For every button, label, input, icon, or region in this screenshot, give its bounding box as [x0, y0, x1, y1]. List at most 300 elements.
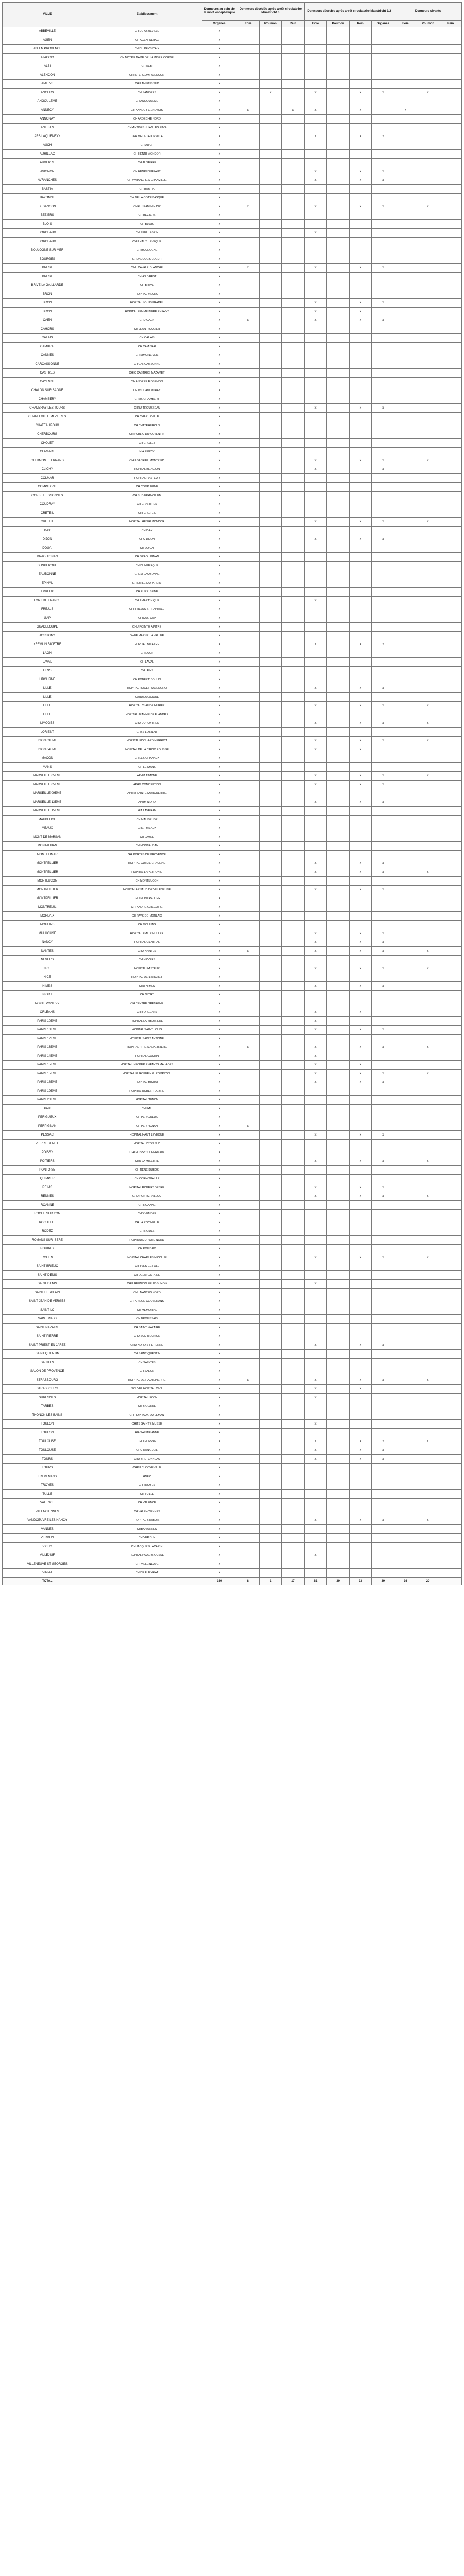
cell-mark	[439, 789, 462, 798]
cell-mark	[417, 238, 439, 246]
cell-mark	[372, 807, 394, 816]
cell-mark	[327, 763, 350, 772]
cell-mark: x	[202, 886, 237, 894]
cell-mark	[327, 544, 350, 553]
cell-mark: x	[417, 868, 439, 877]
cell-mark	[372, 1499, 394, 1507]
table-row	[3, 1350, 462, 1359]
table-row	[3, 80, 462, 89]
cell-mark	[349, 667, 372, 675]
cell-mark	[372, 1227, 394, 1236]
cell-mark	[282, 1429, 305, 1437]
cell-mark	[417, 886, 439, 894]
table-row	[3, 1569, 462, 1578]
cell-mark	[282, 1569, 305, 1578]
cell-ville: CHAMBRAY LES TOURS	[3, 404, 92, 413]
cell-mark	[417, 509, 439, 518]
table-row	[3, 325, 462, 334]
table-row	[3, 273, 462, 281]
cell-mark	[417, 299, 439, 308]
cell-mark	[372, 421, 394, 430]
cell-mark	[327, 658, 350, 667]
cell-mark: x	[304, 1008, 327, 1017]
cell-mark	[282, 842, 305, 851]
cell-etablissement: HOPITAL CHARLES NICOLLE	[92, 1253, 202, 1262]
cell-ville: LIMOGES	[3, 719, 92, 728]
cell-mark	[372, 824, 394, 833]
table-row	[3, 1218, 462, 1227]
cell-mark	[259, 1043, 282, 1052]
cell-ville: LILLE	[3, 702, 92, 710]
table-row	[3, 1525, 462, 1534]
cell-ville: AVRANCHES	[3, 176, 92, 185]
cell-mark	[439, 378, 462, 386]
cell-mark	[439, 982, 462, 991]
cell-mark	[394, 789, 417, 798]
cell-mark	[237, 1166, 259, 1175]
cell-mark	[394, 886, 417, 894]
cell-mark	[439, 1078, 462, 1087]
cell-mark	[394, 325, 417, 334]
cell-mark	[327, 273, 350, 281]
cell-etablissement: HOPITAL ROBERT DEBRE	[92, 1183, 202, 1192]
cell-mark: x	[417, 1192, 439, 1201]
cell-mark: x	[304, 89, 327, 97]
cell-mark	[394, 1087, 417, 1096]
cell-mark: x	[417, 456, 439, 465]
cell-mark	[282, 483, 305, 492]
cell-mark	[259, 334, 282, 343]
cell-mark	[394, 1052, 417, 1061]
cell-mark	[417, 1078, 439, 1087]
cell-mark	[372, 1332, 394, 1341]
cell-mark	[372, 1297, 394, 1306]
table-row	[3, 1376, 462, 1385]
cell-mark	[439, 605, 462, 614]
cell-mark	[439, 719, 462, 728]
cell-mark	[259, 185, 282, 194]
cell-mark	[394, 1253, 417, 1262]
cell-ville: ROUEN	[3, 1253, 92, 1262]
table-row	[3, 439, 462, 448]
cell-mark	[349, 1507, 372, 1516]
cell-mark	[304, 1096, 327, 1105]
cell-ville: MARSEILLE 05EME	[3, 781, 92, 789]
cell-mark	[327, 45, 350, 54]
cell-mark	[327, 89, 350, 97]
cell-ville: QUIMPER	[3, 1175, 92, 1183]
cell-mark	[282, 185, 305, 194]
cell-mark: x	[202, 159, 237, 167]
cell-mark	[394, 1183, 417, 1192]
cell-etablissement: CH TULLE	[92, 1490, 202, 1499]
table-row	[3, 649, 462, 658]
cell-mark	[394, 842, 417, 851]
cell-ville: MONTLUCON	[3, 877, 92, 886]
cell-mark	[372, 1280, 394, 1289]
cell-mark	[439, 1350, 462, 1359]
cell-mark	[259, 456, 282, 465]
cell-mark	[237, 176, 259, 185]
cell-etablissement: HOPITAL HENRI MONDOR	[92, 518, 202, 527]
cell-mark	[417, 1420, 439, 1429]
cell-mark	[304, 527, 327, 535]
cell-mark	[259, 518, 282, 527]
cell-mark	[237, 588, 259, 597]
cell-mark: x	[202, 842, 237, 851]
cell-mark	[327, 640, 350, 649]
cell-mark	[439, 1227, 462, 1236]
cell-mark	[259, 781, 282, 789]
cell-mark	[259, 1315, 282, 1324]
cell-mark	[372, 833, 394, 842]
cell-mark	[439, 938, 462, 947]
cell-mark	[282, 1017, 305, 1026]
cell-mark	[349, 378, 372, 386]
cell-mark: x	[349, 745, 372, 754]
table-row	[3, 264, 462, 273]
cell-ville: ANTIBES	[3, 124, 92, 132]
cell-mark: x	[349, 640, 372, 649]
cell-mark	[439, 325, 462, 334]
cell-mark	[282, 719, 305, 728]
cell-mark	[372, 430, 394, 439]
cell-mark	[417, 1026, 439, 1035]
cell-mark	[327, 80, 350, 89]
cell-mark	[237, 1008, 259, 1017]
cell-mark	[349, 369, 372, 378]
cell-mark	[394, 1148, 417, 1157]
cell-mark	[417, 973, 439, 982]
cell-mark	[327, 229, 350, 238]
cell-ville: ANNONAY	[3, 115, 92, 124]
cell-mark	[327, 386, 350, 395]
cell-mark: x	[237, 1122, 259, 1131]
cell-ville: ARS LAQUENEXY	[3, 132, 92, 141]
cell-mark	[327, 623, 350, 632]
cell-etablissement: CH ROUBAIX	[92, 1245, 202, 1253]
cell-mark: x	[349, 868, 372, 877]
cell-mark	[327, 1499, 350, 1507]
cell-mark	[259, 273, 282, 281]
cell-mark	[237, 1367, 259, 1376]
cell-ville: ROUBAIX	[3, 1245, 92, 1253]
cell-mark	[259, 150, 282, 159]
cell-mark	[439, 544, 462, 553]
cell-mark	[259, 894, 282, 903]
cell-mark	[439, 649, 462, 658]
cell-mark	[349, 1017, 372, 1026]
cell-mark: x	[304, 456, 327, 465]
cell-mark	[439, 255, 462, 264]
cell-etablissement: CH ARDECHE NORD	[92, 115, 202, 124]
table-row	[3, 719, 462, 728]
cell-mark	[394, 509, 417, 518]
cell-ville: NANTES	[3, 947, 92, 956]
subcol-rein: Rein	[349, 21, 372, 27]
cell-mark	[394, 1026, 417, 1035]
cell-ville: MONTPELLIER	[3, 886, 92, 894]
cell-mark: x	[202, 1411, 237, 1420]
cell-mark	[282, 1070, 305, 1078]
table-row	[3, 1507, 462, 1516]
cell-mark: x	[202, 728, 237, 737]
cell-mark: x	[259, 89, 282, 97]
table-row	[3, 1175, 462, 1183]
cell-mark	[327, 1210, 350, 1218]
cell-mark	[282, 947, 305, 956]
table-row	[3, 106, 462, 115]
table-row	[3, 176, 462, 185]
cell-mark	[394, 1551, 417, 1560]
cell-mark	[282, 693, 305, 702]
cell-mark	[327, 562, 350, 570]
cell-ville: ALBI	[3, 62, 92, 71]
table-row	[3, 1499, 462, 1507]
cell-mark: x	[237, 202, 259, 211]
cell-mark	[237, 737, 259, 745]
cell-mark: x	[202, 868, 237, 877]
cell-mark: x	[304, 1253, 327, 1262]
table-row	[3, 124, 462, 132]
cell-mark	[327, 1148, 350, 1157]
table-row	[3, 1131, 462, 1140]
cell-mark	[417, 535, 439, 544]
cell-mark: x	[202, 597, 237, 605]
cell-mark	[417, 413, 439, 421]
cell-mark	[439, 877, 462, 886]
cell-mark: x	[304, 1026, 327, 1035]
cell-mark	[259, 842, 282, 851]
cell-mark	[372, 246, 394, 255]
table-row	[3, 1105, 462, 1113]
total-value: 160	[202, 1578, 237, 1585]
cell-mark	[259, 1359, 282, 1367]
cell-mark	[327, 702, 350, 710]
cell-mark: x	[202, 62, 237, 71]
cell-mark	[349, 1481, 372, 1490]
cell-mark	[417, 167, 439, 176]
cell-mark	[304, 430, 327, 439]
cell-mark	[394, 246, 417, 255]
cell-mark	[282, 141, 305, 150]
cell-mark	[349, 527, 372, 535]
cell-mark	[372, 570, 394, 579]
cell-etablissement: CHR METZ-THIONVILLE	[92, 132, 202, 141]
cell-mark	[282, 1411, 305, 1420]
cell-mark	[349, 754, 372, 763]
cell-mark	[439, 185, 462, 194]
cell-mark	[394, 614, 417, 623]
cell-mark	[349, 273, 372, 281]
table-row	[3, 1227, 462, 1236]
cell-mark: x	[202, 562, 237, 570]
cell-mark	[439, 1148, 462, 1157]
table-row	[3, 281, 462, 290]
cell-mark	[259, 141, 282, 150]
cell-mark	[259, 246, 282, 255]
cell-mark	[304, 562, 327, 570]
cell-mark	[327, 597, 350, 605]
cell-mark: x	[202, 386, 237, 395]
cell-mark	[349, 605, 372, 614]
cell-mark	[282, 1253, 305, 1262]
table-row	[3, 54, 462, 62]
cell-mark	[349, 1490, 372, 1499]
cell-etablissement: CH DAX	[92, 527, 202, 535]
cell-mark	[304, 1148, 327, 1157]
cell-mark: x	[202, 1551, 237, 1560]
table-row	[3, 667, 462, 675]
cell-ville: BREST	[3, 273, 92, 281]
cell-mark	[304, 877, 327, 886]
cell-mark	[349, 360, 372, 369]
cell-mark	[394, 1411, 417, 1420]
cell-mark	[372, 614, 394, 623]
cell-mark: x	[202, 1289, 237, 1297]
cell-ville: BRIVE LA GAILLARDE	[3, 281, 92, 290]
cell-mark	[327, 649, 350, 658]
cell-mark	[349, 921, 372, 929]
cell-mark	[327, 964, 350, 973]
cell-mark	[372, 1113, 394, 1122]
cell-mark	[349, 763, 372, 772]
cell-mark	[349, 1551, 372, 1560]
cell-mark	[304, 1569, 327, 1578]
cell-ville: LILLE	[3, 710, 92, 719]
cell-mark	[327, 106, 350, 115]
cell-mark	[327, 807, 350, 816]
cell-mark	[259, 719, 282, 728]
cell-mark	[349, 824, 372, 833]
table-row	[3, 369, 462, 378]
cell-etablissement: HOPITAL FOCH	[92, 1394, 202, 1402]
cell-mark	[282, 877, 305, 886]
cell-mark	[237, 474, 259, 483]
cell-mark	[417, 1262, 439, 1271]
cell-mark	[417, 1175, 439, 1183]
cell-mark	[417, 693, 439, 702]
col-header-ville: VILLE	[3, 3, 92, 27]
cell-mark	[439, 1297, 462, 1306]
cell-mark: x	[304, 176, 327, 185]
cell-mark	[259, 877, 282, 886]
cell-mark	[304, 54, 327, 62]
cell-mark	[304, 492, 327, 500]
cell-mark	[417, 798, 439, 807]
cell-mark	[327, 947, 350, 956]
cell-mark	[304, 1297, 327, 1306]
cell-mark: x	[202, 1087, 237, 1096]
cell-mark	[327, 413, 350, 421]
cell-mark: x	[202, 833, 237, 842]
cell-mark	[304, 816, 327, 824]
cell-mark	[237, 710, 259, 719]
cell-mark: x	[417, 702, 439, 710]
cell-etablissement: CH WILLIAM MOREY	[92, 386, 202, 395]
cell-mark	[282, 833, 305, 842]
cell-mark: x	[349, 886, 372, 894]
cell-mark	[372, 369, 394, 378]
cell-mark	[237, 1096, 259, 1105]
cell-mark: x	[202, 579, 237, 588]
cell-mark	[417, 308, 439, 316]
cell-mark	[259, 509, 282, 518]
cell-mark	[282, 299, 305, 308]
table-row	[3, 816, 462, 824]
cell-mark	[237, 1306, 259, 1315]
cell-mark	[417, 544, 439, 553]
cell-mark	[439, 921, 462, 929]
cell-mark	[349, 1324, 372, 1332]
cell-mark	[259, 1113, 282, 1122]
cell-mark	[372, 588, 394, 597]
cell-mark	[327, 404, 350, 413]
cell-mark: x	[202, 439, 237, 448]
cell-mark	[327, 1385, 350, 1394]
cell-mark	[394, 36, 417, 45]
cell-mark	[349, 421, 372, 430]
cell-mark: x	[349, 772, 372, 781]
cell-mark	[372, 1061, 394, 1070]
cell-mark: x	[202, 1341, 237, 1350]
cell-mark	[372, 1534, 394, 1543]
cell-mark	[327, 264, 350, 273]
cell-mark	[304, 351, 327, 360]
table-row	[3, 999, 462, 1008]
cell-mark	[327, 570, 350, 579]
cell-mark	[417, 728, 439, 737]
cell-mark: x	[202, 1560, 237, 1569]
cell-mark: x	[349, 1043, 372, 1052]
cell-mark	[327, 684, 350, 693]
cell-ville: AMIENS	[3, 80, 92, 89]
cell-mark	[259, 316, 282, 325]
cell-mark	[439, 868, 462, 877]
cell-mark	[394, 798, 417, 807]
cell-mark: x	[349, 106, 372, 115]
cell-mark: x	[202, 781, 237, 789]
cell-mark	[327, 535, 350, 544]
cell-mark	[237, 632, 259, 640]
cell-mark	[417, 1105, 439, 1113]
cell-mark: x	[417, 1376, 439, 1385]
cell-mark	[394, 1105, 417, 1113]
cell-mark	[372, 500, 394, 509]
cell-mark	[394, 518, 417, 527]
cell-mark	[259, 1543, 282, 1551]
cell-mark	[282, 684, 305, 693]
cell-mark	[439, 492, 462, 500]
table-row	[3, 1297, 462, 1306]
cell-mark	[439, 430, 462, 439]
cell-mark	[237, 413, 259, 421]
cell-etablissement: CHU AMIENS SUD	[92, 80, 202, 89]
cell-mark	[237, 483, 259, 492]
cell-mark: x	[372, 1253, 394, 1262]
cell-mark	[259, 1105, 282, 1113]
cell-mark	[237, 1507, 259, 1516]
cell-mark	[394, 868, 417, 877]
cell-mark	[417, 1324, 439, 1332]
cell-mark	[439, 1289, 462, 1297]
cell-ville: PARIS 20EME	[3, 1096, 92, 1105]
cell-etablissement: APHM SAINTE MARGUERITE	[92, 789, 202, 798]
cell-etablissement: CHI CRETEIL	[92, 509, 202, 518]
cell-mark: x	[349, 404, 372, 413]
cell-ville: POITIERS	[3, 1157, 92, 1166]
cell-mark	[237, 1359, 259, 1367]
